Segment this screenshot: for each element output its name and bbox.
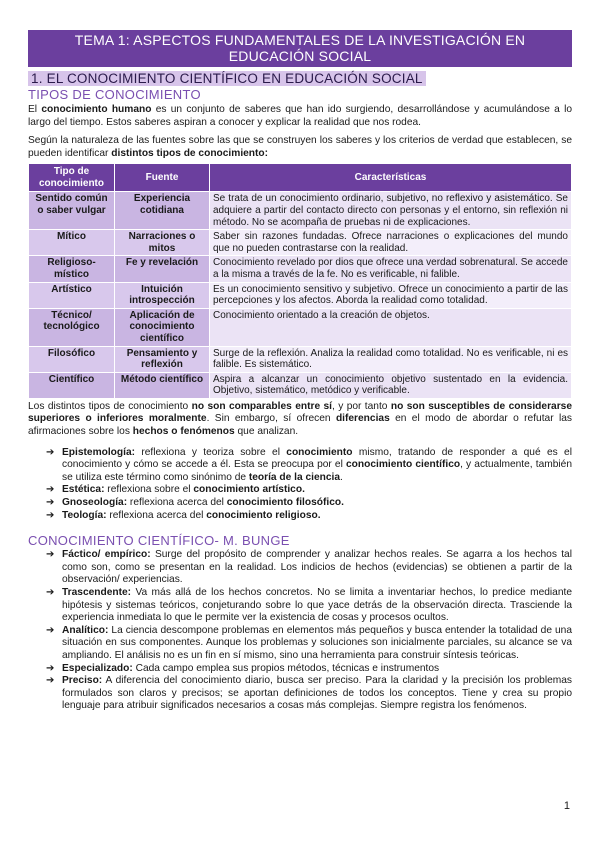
cell-tipo: Sentido común o saber vulgar: [29, 192, 115, 230]
arrow-icon: ➔: [46, 624, 55, 636]
cell-tipo: Filosófico: [29, 346, 115, 372]
arrow-icon: ➔: [46, 662, 55, 674]
paragraph-comparison: Los distintos tipos de conocimiento no son comparables entre sí, y por tanto no son susceptibles de considerarse superiores o inferiores moralmente. Sin embargo, sí ofrecen diferencias en el modo de abordar o refutar las afirmaciones sobre los hechos o fenómenos que analizan.: [28, 400, 572, 438]
bunge-list: [28, 549, 572, 713]
arrow-icon: ➔: [46, 509, 55, 521]
cell-caracteristicas: Conocimiento orientado a la creación de objetos.: [210, 308, 572, 346]
cell-caracteristicas: Saber sin razones fundadas. Ofrece narraciones o explicaciones del mundo que no pueden contrastarse con la realidad.: [210, 230, 572, 256]
cell-fuente: Aplicación de conocimiento científico: [115, 308, 210, 346]
table-row: [29, 192, 572, 230]
list-item: ➔ Analítico: La ciencia descompone problemas en elementos más pequeños y busca entender la totalidad de una situación en sus componentes. Aunque los problemas y soluciones son inicialmente parciales, su alcance se va ampliando. El análisis no es un fin en sí mismo, sino una herramienta para construir síntesis teóricas.: [46, 624, 572, 661]
cell-tipo: Religioso-místico: [29, 256, 115, 282]
arrow-icon: ➔: [46, 675, 55, 687]
cell-caracteristicas: Conocimiento revelado por dios que ofrece una verdad sobrenatural. Se accede a la misma a través de la fe. No es verificable, ni falible.: [210, 256, 572, 282]
cell-caracteristicas: Aspira a alcanzar un conocimiento objetivo sustentado en la evidencia. Objetivo, sistemático, metódico y verificable.: [210, 372, 572, 398]
cell-caracteristicas: Surge de la reflexión. Analiza la realidad como totalidad. No es verificable, ni es falible. Es sistemático.: [210, 346, 572, 372]
cell-fuente: Experiencia cotidiana: [115, 192, 210, 230]
table-row: [29, 282, 572, 308]
cell-fuente: Método científico: [115, 372, 210, 398]
page: [28, 30, 572, 713]
list-item: ➔ Teología: reflexiona acerca del conocimiento religioso.: [46, 509, 321, 521]
list-item: ➔ Estética: reflexiona sobre el conocimiento artístico.: [46, 484, 305, 496]
cell-caracteristicas: Es un conocimiento sensitivo y subjetivo. Ofrece un conocimiento a partir de las percepciones y los afectos. Aborda la realidad como totalidad.: [210, 282, 572, 308]
cell-tipo: Técnico/ tecnológico: [29, 308, 115, 346]
arrow-icon: ➔: [46, 446, 55, 458]
table-row: [29, 308, 572, 346]
table-row: [29, 230, 572, 256]
page-title: TEMA 1: ASPECTOS FUNDAMENTALES DE LA INVESTIGACIÓN EN EDUCACIÓN SOCIAL: [28, 30, 572, 67]
list-item: ➔ Preciso: A diferencia del conocimiento diario, busca ser preciso. Para la claridad y la precisión los problemas formulados son claros y precisos; se aportan definiciones de todos los conceptos. Tiene y crea su propio lenguaje para atribuir significados necesarios a cosas más complejas. Siempre registra los fenómenos.: [46, 675, 572, 712]
list-item: ➔ Trascendente: Va más allá de los hechos concretos. No se limita a inventariar hechos, lo predice mediante hipótesis y sistemas teóricos, conjeturando sobre lo que yace detrás de la observación directa. Trasciende la experiencia inmediata lo que le permite ver la existencia de cosas y procesos ocultos.: [46, 587, 572, 624]
arrow-icon: ➔: [46, 484, 55, 496]
arrow-icon: ➔: [46, 549, 55, 561]
cell-caracteristicas: Se trata de un conocimiento ordinario, subjetivo, no reflexivo y asistemático. Se adquiere a partir del contacto directo con personas y el entorno, sin reflexión ni método. No se acompaña de pruebas ni de explicaciones.: [210, 192, 572, 230]
paragraph-types: Según la naturaleza de las fuentes sobre las que se construyen los saberes y los criterios de verdad que establecen, se pueden identificar distintos tipos de conocimiento:: [28, 135, 572, 159]
arrow-icon: ➔: [46, 497, 55, 509]
page-number: 1: [563, 800, 570, 812]
table-header: Fuente: [115, 164, 210, 192]
cell-tipo: Artístico: [29, 282, 115, 308]
section-heading-1: 1. EL CONOCIMIENTO CIENTÍFICO EN EDUCACIÓN SOCIAL: [28, 71, 426, 86]
knowledge-types-table: [28, 163, 572, 399]
cell-fuente: Narraciones o mitos: [115, 230, 210, 256]
list-item: ➔ Especializado: Cada campo emplea sus propios métodos, técnicas e instrumentos: [46, 662, 440, 674]
paragraph-intro: El conocimiento humano es un conjunto de saberes que han ido surgiendo, desarrollándose y acumulándose a lo largo del tiempo. Estos saberes aspiran a conocer y explicar la realidad que nos rodea.: [28, 104, 572, 128]
table-row: [29, 256, 572, 282]
section-heading-bunge: CONOCIMIENTO CIENTÍFICO- M. BUNGE: [28, 533, 290, 549]
table-row: [29, 372, 572, 398]
list-item: ➔ Fáctico/ empírico: Surge del propósito de comprender y analizar hechos reales. Se agarra a los hechos tal como son, como se presentan en la realidad. Los indicios de hechos (evidencias) se obtienen a partir de la observación/ experiencias.: [46, 549, 572, 586]
table-header: Tipo de conocimiento: [29, 164, 115, 192]
subheading-tipos: TIPOS DE CONOCIMIENTO: [28, 87, 201, 102]
cell-fuente: Pensamiento y reflexión: [115, 346, 210, 372]
cell-tipo: Mítico: [29, 230, 115, 256]
arrow-icon: ➔: [46, 587, 55, 598]
disciplines-list: [28, 447, 572, 523]
list-item: ➔ Gnoseología: reflexiona acerca del conocimiento filosófico.: [46, 497, 344, 509]
cell-fuente: Fe y revelación: [115, 256, 210, 282]
table-header: Características: [210, 164, 572, 192]
list-item: ➔ Epistemología: reflexiona y teoriza sobre el conocimiento mismo, tratando de responder a qué es el conocimiento y cómo se accede a él. Esta se preocupa por el conocimiento científico, y actualmente, también se utiliza este término como sinónimo de teoría de la ciencia.: [46, 446, 573, 483]
cell-tipo: Científico: [29, 372, 115, 398]
table-row: [29, 346, 572, 372]
cell-fuente: Intuición introspección: [115, 282, 210, 308]
